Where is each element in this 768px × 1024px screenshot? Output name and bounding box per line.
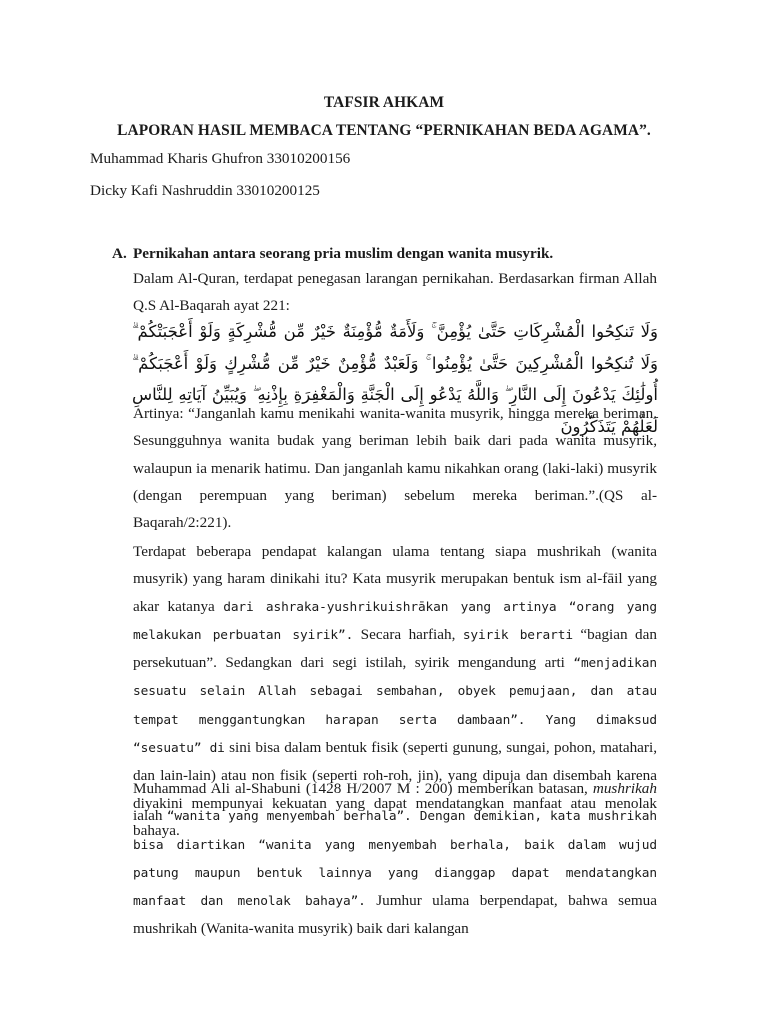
- verse-intro: [133, 265, 657, 320]
- text-run-italic: mushrikah: [592, 780, 657, 797]
- text-run: “wanita yang menyembah berhala”. Dengan demikian, kata mushrikah bisa diartikan “wanita yang menyembah berhala, baik dalam wujud patung maupun bentuk lainnya yang dianggap dapat mendatangkan manfaat dan menolak bahaya”.: [133, 809, 657, 910]
- text-run: dari ashraka-yushrikuishrākan yang artinya “orang yang melakukan perbuatan syirik”.: [133, 599, 658, 643]
- text-run: “menjadikan sesuatu selain Allah sebagai sembahan, obyek pemujaan, dan atau tempat menggantungkan harapan serta dambaan”. Yang dimaksud “sesuatu” di: [133, 656, 657, 757]
- section-marker: A.: [112, 245, 127, 262]
- document-title: TAFSIR AHKAM: [323, 94, 445, 111]
- text-run: Jumhur ulama berpendapat, bahwa semua mushrikah (Wanita-wanita musyrik) baik dari kalangan: [133, 892, 657, 938]
- text-run: syirik berarti: [462, 627, 573, 643]
- arabic-verse: وَلَا تَنكِحُوا الْمُشْرِكَاتِ حَتَّىٰ يُؤْمِنَّ ۚ وَلَأَمَةٌ مُّؤْمِنَةٌ خَيْرٌ مِّن مُّشْرِكَةٍ وَلَوْ أَعْجَبَتْكُمْ ۗ وَلَا تُنكِحُوا الْمُشْرِكِينَ حَتَّىٰ يُؤْمِنُوا ۚ وَلَعَبْدٌ مُّؤْمِنٌ خَيْرٌ مِّن مُّشْرِكٍ وَلَوْ أَعْجَبَكُمْ ۗ أُولَٰئِكَ يَدْعُونَ إِلَى النَّارِ ۖ وَاللَّهُ يَدْعُو إِلَى الْجَنَّةِ وَالْمَغْفِرَةِ بِإِذْنِهِ ۖ وَيُبَيِّنُ آيَاتِهِ لِلنَّاسِ لَعَلَّهُمْ يَتَذَكَّرُونَ: [132, 322, 658, 436]
- body-paragraph: [133, 775, 657, 943]
- translation-block: [133, 400, 657, 536]
- text-run: ialah: [133, 807, 167, 825]
- document-subtitle: LAPORAN HASIL MEMBACA TENTANG “PERNIKAHAN BEDA AGAMA”.: [117, 122, 651, 139]
- text-run: Muhammad Ali al-Shabuni (1428 H/2007 M : 200) memberikan batasan,: [133, 780, 593, 797]
- author-line: Muhammad Kharis Ghufron 33010200156: [90, 150, 351, 167]
- text-run: Secara harfiah,: [353, 625, 463, 643]
- section-heading: Pernikahan antara seorang pria muslim dengan wanita musyrik.: [133, 245, 554, 262]
- intro-paragraph: Dalam Al-Quran, terdapat penegasan larangan pernikahan. Berdasarkan firman Allah Q.S Al-Baqarah ayat 221:: [133, 270, 657, 315]
- translation-paragraph: Artinya: “Janganlah kamu menikahi wanita-wanita musyrik, hingga mereka beriman. Sesungguhnya wanita budak yang beriman lebih baik dari pada wanita musyrik, walaupun ia menarik hatimu. Dan janganlah kamu nikahkan orang (laki-laki) musyrik (dengan perempuan yang beriman) sebelum mereka beriman.”.(QS al-Baqarah/2:221).: [133, 405, 657, 532]
- text-run: sini bisa dalam bentuk fisik (seperti gunung, sungai, pohon, matahari, dan lain-lain) atau non fisik (seperti roh-roh, jin), yang dipuja dan disembah karena diyakini mempunyai kekuatan yang dapat mendatangkan manfaat atau menolak bahaya.: [133, 739, 657, 839]
- text-run: Terdapat beberapa pendapat kalangan ulama tentang siapa mushrikah (wanita musyrik) yang haram dinikahi itu? Kata musyrik merupakan bentuk ism al-fāil yang akar katanya: [133, 543, 657, 615]
- text-run: “bagian dan persekutuan”. Sedangkan dari segi istilah, syirik mengandung arti: [133, 625, 657, 672]
- author-line: Dicky Kafi Nashruddin 33010200125: [90, 182, 320, 199]
